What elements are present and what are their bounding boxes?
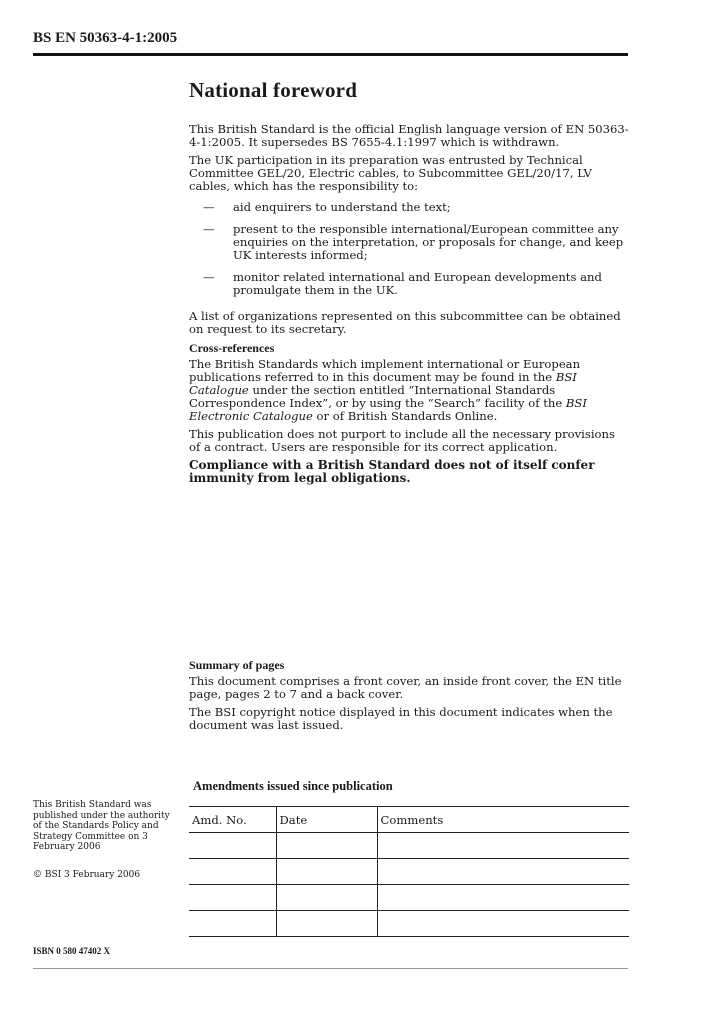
table-header-row: [189, 807, 629, 833]
table-cell: [189, 859, 276, 885]
summary-heading: Summary of pages: [189, 658, 285, 672]
contract-disclaimer: This publication does not purport to include all the necessary provisions of a contract. Users are responsible for its correct application.: [189, 427, 615, 454]
responsibility-list: [189, 201, 629, 297]
table-cell: [276, 833, 377, 859]
main-content: [189, 78, 629, 490]
table-row: [189, 859, 629, 885]
table-cell: [377, 885, 629, 911]
table-cell: [276, 911, 377, 937]
copyright-line: © BSI 3 February 2006: [33, 870, 141, 880]
document-id: BS EN 50363-4-1:2005: [33, 30, 178, 46]
header-rule: [33, 53, 628, 56]
list-item-text: present to the responsible international/European committee any enquiries on the interpretation, or proposals for change, and keep UK interests informed;: [233, 222, 624, 262]
intro-paragraph: The UK participation in its preparation was entrusted by Technical Committee GEL/20, Electric cables, to Subcommittee GEL/20/17, LV cables, which has the responsibility to:: [189, 153, 592, 193]
organizations-note: A list of organizations represented on this subcommittee can be obtained on request to its secretary.: [189, 309, 621, 336]
intro-paragraph: This British Standard is the official English language version of EN 50363-4-1:2005. It supersedes BS 7655-4.1:1997 which is withdrawn.: [189, 122, 629, 149]
bsi-electronic-catalogue-title: BSI Electronic Catalogue: [189, 396, 587, 423]
table-cell: [377, 911, 629, 937]
text-run: The British Standards which implement international or European publications referred to in this document may be found in the: [189, 357, 581, 384]
column-header-date: Date: [276, 807, 377, 833]
page-title: National foreword: [189, 78, 358, 102]
summary-section: [189, 656, 629, 737]
table-cell: [377, 833, 629, 859]
bsi-catalogue-title: BSI Catalogue: [189, 370, 577, 397]
list-item-text: monitor related international and European developments and promulgate them in the UK.: [233, 270, 602, 297]
summary-paragraph: This document comprises a front cover, an inside front cover, the EN title page, pages 2 to 7 and a back cover.: [189, 674, 622, 701]
column-header-comments: Comments: [377, 807, 629, 833]
dash-bullet: —: [203, 200, 215, 214]
list-item: [189, 223, 629, 262]
list-item-text: aid enquirers to understand the text;: [233, 200, 451, 214]
cross-references-heading: Cross-references: [189, 341, 275, 355]
dash-bullet: —: [203, 270, 215, 284]
list-item: [189, 271, 629, 297]
table-cell: [189, 885, 276, 911]
list-item: [189, 201, 629, 214]
table-row: [189, 911, 629, 937]
amendments-title: Amendments issued since publication: [193, 779, 393, 793]
table-cell: [276, 885, 377, 911]
table-cell: [189, 833, 276, 859]
table-cell: [189, 911, 276, 937]
footer-rule: [33, 968, 628, 969]
cross-references-paragraph: [189, 358, 629, 423]
column-header-amd-no: Amd. No.: [189, 807, 276, 833]
amendments-table: [189, 806, 629, 937]
dash-bullet: —: [203, 222, 215, 236]
table-cell: [276, 859, 377, 885]
publication-authority-note: This British Standard was published under the authority of the Standards Policy and Strategy Committee on 3 February 2006: [33, 800, 170, 852]
table-row: [189, 833, 629, 859]
isbn-number: ISBN 0 580 47402 X: [33, 946, 111, 956]
text-run: or of British Standards Online.: [312, 409, 498, 423]
text-run: under the section entitled “International Standards Correspondence Index”, or by using the “Search” facility of the: [189, 383, 566, 410]
copyright-notice-paragraph: The BSI copyright notice displayed in this document indicates when the document was last issued.: [189, 705, 613, 732]
table-cell: [377, 859, 629, 885]
table-row: [189, 885, 629, 911]
compliance-statement: Compliance with a British Standard does not of itself confer immunity from legal obligations.: [189, 458, 595, 485]
